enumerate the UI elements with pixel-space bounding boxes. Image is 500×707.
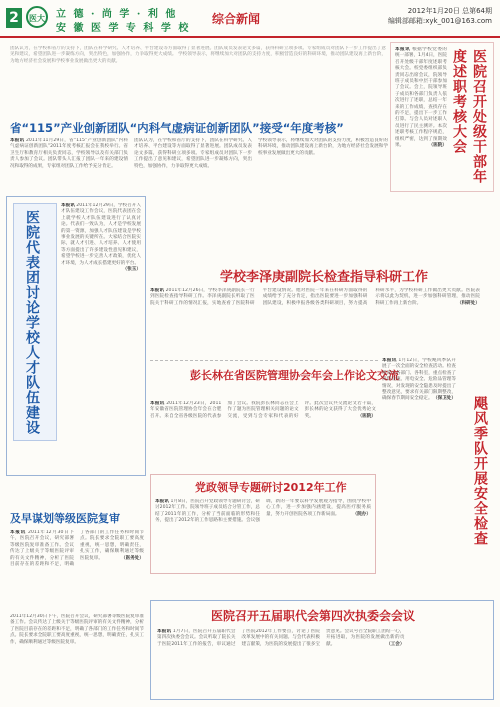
article-text: 1月7日，医院召开五届职代会第四次执委会会议。会议听取了院长关于医院2011年工作的报告，审议通过了医院2012年工作要点，讨论了医院改革发展中的有关问题。与会代表积极建言献策，为医院的发展提出了很多宝贵意见。会议号召全院职工团结一心，开拓进取，为医院的发展做出新的贡献。 <box>157 629 405 647</box>
article-text: 2011年12月30日下午，医院召开会议，研究部署等级医院复审准备工作。会议传达了上级关于等级医院评审的有关文件精神，分析了医院目前存在的差距和不足，明确了各部门的工作任务和时间节点。院长要求全院职工要高度重视，统一思想，明确责任，扎实工作，确保顺利通过等级医院复审。 <box>10 614 144 645</box>
article-byline: 本报讯 <box>10 530 26 535</box>
article-body <box>155 499 371 571</box>
article-byline: 本报讯 <box>10 138 25 143</box>
article-leadership-seminar <box>150 474 376 574</box>
article-signature: （张玉） <box>122 267 141 273</box>
article-headline: 医院代表团讨论学校人才队伍建设 <box>24 210 40 435</box>
article-text: 2011年12月29日，学校召开人才队伍建设工作会议，医院代表团在会上就学校人才队伍建设进行了认真讨论。代表们一致认为，人才是学校发展的第一资源，加强人才队伍建设是学校事业发展的关键所在。大家结合医院实际，就人才引进、人才培养、人才使用等方面提出了许多建设性意见和建议，希望学校进一步完善人才政策，优化人才环境，为人才成长搭建更好的平台。 <box>61 203 141 266</box>
article-body <box>157 629 489 693</box>
article-text: 2011年12月23日，2011年安徽省医院管理协会年会在合肥召开。来自全省各级医院的代表参加了会议。我院彭长林同志在会上作了题为医院管理相关问题的论文交流，受到与会专家和代表的好评。此次会议共交流论文若干篇，彭长林的论文获得了大会优秀论文奖。 <box>150 401 376 419</box>
article-conference-paper <box>150 360 399 471</box>
article-body <box>10 614 144 700</box>
article-headline: 学校李泽庚副院长检查指导科研工作 <box>220 270 429 285</box>
article-signature: （科研处） <box>456 300 480 306</box>
article-headline: 党政领导专题研讨2012年工作 <box>195 481 347 494</box>
article-byline: 本报讯 <box>150 401 165 406</box>
article-body <box>10 138 128 190</box>
article-body <box>61 203 141 469</box>
masthead <box>0 0 500 38</box>
article-hospital-review-prep <box>6 480 146 610</box>
slogan-line2: 安 徽 医 学 专 科 学 校 <box>56 23 191 34</box>
school-logo: 医大 <box>26 6 48 28</box>
article-body <box>258 138 388 190</box>
article-headline: 医院召开处级干部年度述职考核大会 <box>451 49 487 184</box>
article-signature: （保卫处） <box>433 396 456 402</box>
article-headline: 及早谋划等级医院复审 <box>10 512 120 525</box>
article-text: 学校领导表示，将继续加大对团队的支持力度，积极营造良好的科研环境，推动团队建设再上新台阶，为地方经济社会发展和学校事业发展做出更大的贡献。 <box>10 52 386 64</box>
article-signature: （工会） <box>386 641 405 647</box>
article-text: 1月12日，学校飓风季队开展了一次全面的安全检查活动。检查组深入各部门、各科室，重点检查了消防设施、用电安全、危险品管理等情况，对发现的安全隐患及时提出了整改意见，要求有关部门限期整改，确保春节期间安全稳定。 <box>382 358 456 402</box>
article-body <box>134 138 252 190</box>
editor-email: 编辑部邮箱:xyk_001@163.com <box>387 17 492 25</box>
article-text: 团队认为，在学校和省厅的支持下，团队在科学研究、人才培养、平台建设等方面取得了显著进展。团队成员发表论文多篇，获得科研立项多项。专家组成员对团队下一步工作提出了意见和建议，希望团队进一步凝练方向，突出特色，加强协作，力争取得更大成绩。 <box>10 46 386 58</box>
article-safety-inspection <box>380 356 494 576</box>
article-byline: 本报讯 <box>61 203 75 208</box>
article-body <box>10 530 144 608</box>
article-signature: （院办） <box>352 511 371 517</box>
article-research-inspection <box>150 258 490 358</box>
article-headline: 医院召开五届职代会第四次执委会会议 <box>211 609 416 623</box>
article-text: 学校领导表示，将继续加大对团队的支持力度，积极营造良好的科研环境，推动团队建设再上新台阶，为地方经济社会发展和学校事业发展做出更大的贡献。 <box>258 138 388 156</box>
article-byline: 本报讯 <box>150 288 165 293</box>
article-body <box>150 401 376 467</box>
page-number: 2 <box>6 8 22 28</box>
article-byline: 本报讯 <box>395 47 411 52</box>
article-text: 2011年11月29日，省“115”产业创新团队“内科气虚病证创新团队”2011年度考核汇报会在我校举行。省卫生厅和教育厅相关负责同志，学校领导以及有关部门负责人参加了会议。团队带头人汇报了团队一年来的建设情况和取得的成果，专家组对团队工作给予充分肯定。 <box>10 138 128 169</box>
article-text: 根据学校党委的统一部署，1月4日，医院召开处级干部年度述职考核大会。校党委组织部负责同志出席会议，院领导班子成员和中层干部参加了会议。会上，院领导班子成员和各部门负责人依次进行了述职，总结一年来的工作成绩，查找存在的不足，提出下一步工作打算。与会人员对述职人员进行了民主测评。本次述职考核工作程序规范，组织严密，达到了预期效果。 <box>395 47 447 149</box>
article-text: 1月8日，医院召开党政领导专题研讨会，研讨2012年工作。院领导班子成员结合分管工作，总结了2011年的工作，分析了当前面临的形势和任务，提出了2012年的工作思路和主要措施。会议强调，新的一年要以科学发展观为指导，围绕学校中心工作，进一步加强内涵建设，提高医疗服务质量，努力开创医院各项工作新局面。 <box>155 499 371 524</box>
article-talent-discussion <box>6 196 146 476</box>
article-signature: （医务处） <box>121 555 144 561</box>
slogan-line1: 立 德 · 尚 学 · 利 他 <box>56 9 178 20</box>
article-staff-congress <box>150 600 494 700</box>
article-text: 团队认为，在学校和省厅的支持下，团队在科学研究、人才培养、平台建设等方面取得了显著进展。团队成员发表论文多篇，获得科研立项多项。专家组成员对团队下一步工作提出了意见和建议，希望团队进一步凝练方向，突出特色，加强协作，力争取得更大成绩。 <box>134 138 252 169</box>
article-body <box>395 47 447 189</box>
article-body <box>150 288 480 354</box>
article-byline: 本报讯 <box>382 358 397 363</box>
article-byline: 本报讯 <box>157 629 172 634</box>
article-text: 2011年12月26日，学校李泽庚副院长一行到医院检查指导科研工作。李泽庚副院长听取了医院关于科研工作的情况汇报，实地查看了医院科研平台建设情况。他对医院一年来在科研方面取得的成绩给予了充分肯定，指出医院要进一步加强科研团队建设，积极申报各级各类科研项目，努力提高科研水平，为学校科研工作做出更大贡献。医院表示将以此为契机，进一步加强科研管理，推动医院科研工作再上新台阶。 <box>150 288 480 306</box>
article-headline-line1: 彭长林在省医院管理协会年会上作论文交流 <box>190 369 399 382</box>
article-headline: 省“115”产业创新团队“内科气虚病证创新团队”接受“年度考核” <box>10 121 344 135</box>
article-signature: （医院） <box>428 143 447 149</box>
article-signature: （医院） <box>357 413 376 419</box>
article-byline: 本报讯 <box>155 499 169 504</box>
dateline <box>388 6 492 26</box>
article-body <box>382 358 456 572</box>
issue-date: 2012年1月20日 总第64期 <box>407 7 492 15</box>
article-body <box>10 46 386 116</box>
article-text: 2011年12月30日下午，医院召开会议，研究部署等级医院复审准备工作。会议传达了上级关于等级医院评审的有关文件精神，分析了医院目前存在的差距和不足，明确了各部门的工作任务和时间节点。院长要求全院职工要高度重视，统一思想，明确责任，扎实工作，确保顺利通过等级医院复审。 <box>10 530 144 568</box>
section-title: 综合新闻 <box>212 12 261 26</box>
headline-frame <box>13 203 57 441</box>
article-headline: 飓风季队开展安全检查 <box>472 396 488 546</box>
article-annual-review <box>390 42 494 192</box>
